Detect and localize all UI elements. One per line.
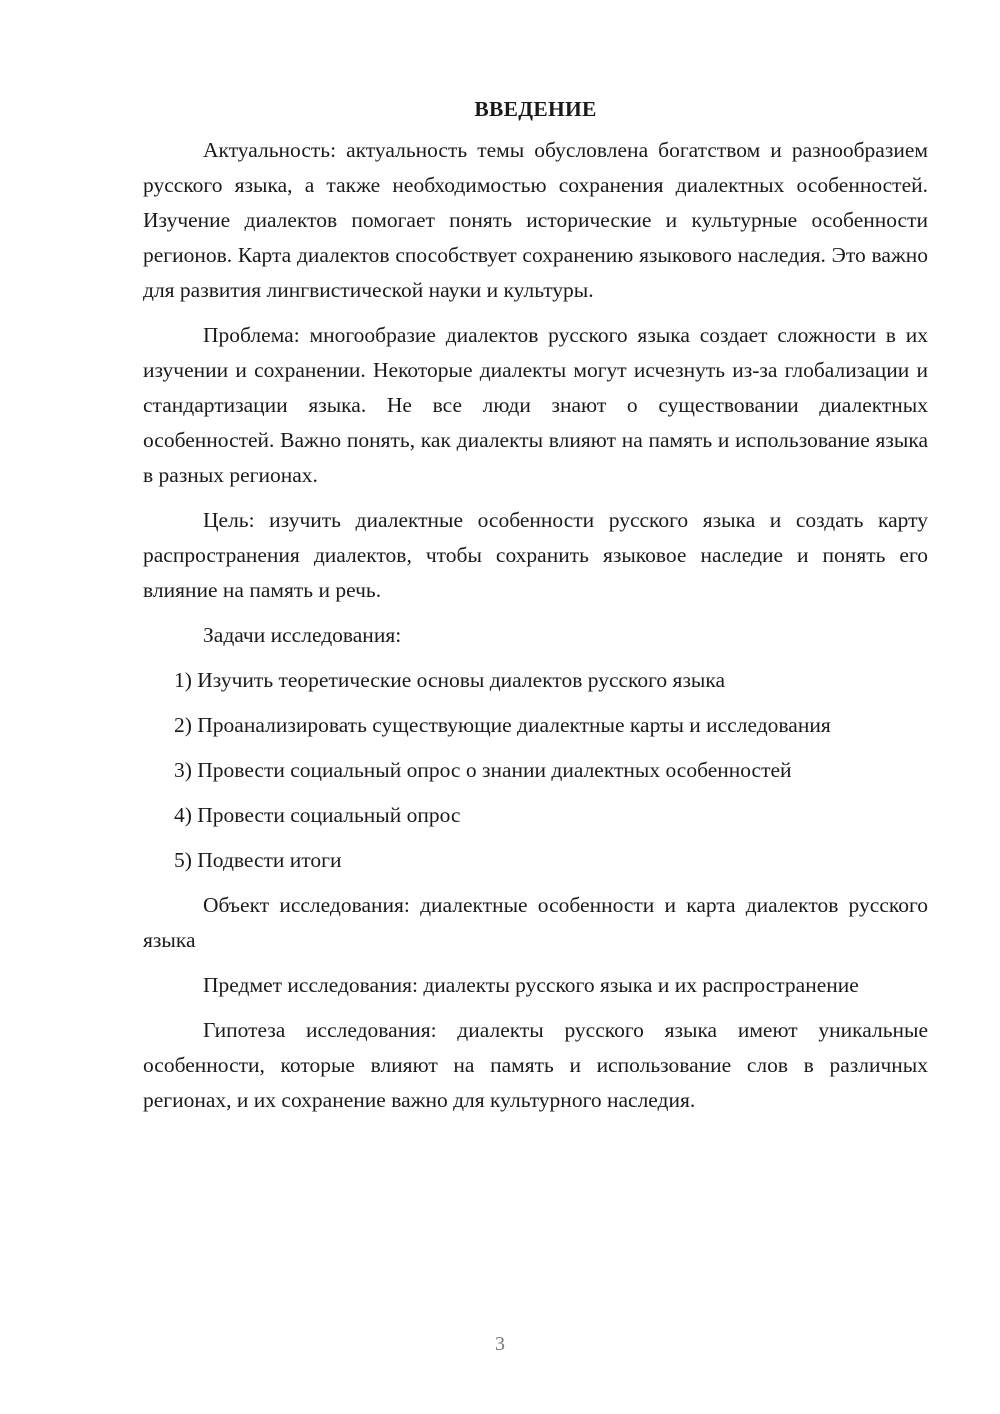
paragraph-object: Объект исследования: диалектные особенности и карта диалектов русского языка (143, 893, 928, 952)
tasks-heading: Задачи исследования: (203, 623, 402, 647)
paragraph-hypothesis: Гипотеза исследования: диалекты русского языка имеют уникальные особенности, которые влияют на память и использование слов в различных регионах, и их сохранение важно для культурного наследия. (143, 1018, 928, 1112)
task-item-2: 2) Проанализировать существующие диалектные карты и исследования (174, 713, 831, 737)
task-item-1: 1) Изучить теоретические основы диалектов русского языка (174, 668, 726, 692)
paragraph-goal: Цель: изучить диалектные особенности русского языка и создать карту распространения диалектов, чтобы сохранить языковое наследие и понять его влияние на память и речь. (143, 508, 928, 602)
task-item-3: 3) Провести социальный опрос о знании диалектных особенностей (174, 758, 792, 782)
paragraph-subject: Предмет исследования: диалекты русского языка и их распространение (203, 973, 859, 997)
task-item-4: 4) Провести социальный опрос (174, 803, 461, 827)
paragraph-problem: Проблема: многообразие диалектов русского языка создает сложности в их изучении и сохранении. Некоторые диалекты могут исчезнуть из-за глобализации и стандартизации языка. Не все люди знают о существовании диалектных особенностей. Важно понять, как диалекты влияют на память и использование языка в разных регионах. (143, 323, 928, 487)
page-number: 3 (495, 1333, 505, 1355)
task-item-5: 5) Подвести итоги (174, 848, 342, 872)
page-title: ВВЕДЕНИЕ (474, 97, 597, 121)
paragraph-relevance: Актуальность: актуальность темы обусловлена богатством и разнообразием русского языка, а также необходимостью сохранения диалектных особенностей. Изучение диалектов помогает понять исторические и культурные особенности регионов. Карта диалектов способствует сохранению языкового наследия. Это важно для развития лингвистической науки и культуры. (143, 138, 928, 302)
document-page (143, 92, 928, 1128)
